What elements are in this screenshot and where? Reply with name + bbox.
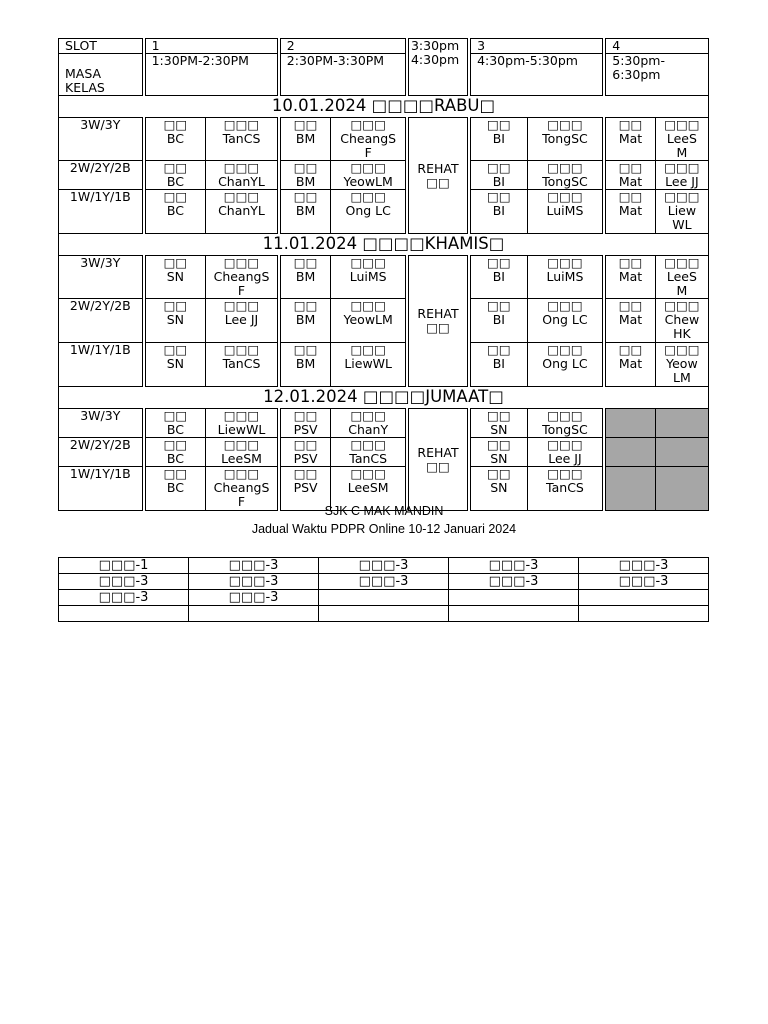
cell-text: Yeow xyxy=(666,356,698,371)
cell-text: Mat xyxy=(618,131,643,146)
subject-cell xyxy=(604,256,655,299)
subject-cell xyxy=(144,118,206,161)
teacher-cell xyxy=(331,190,407,234)
teacher-cell xyxy=(655,343,708,387)
cell-cjk-text: □□□ xyxy=(223,437,260,452)
cell-text: LiewWL xyxy=(217,422,266,437)
cell-text: ChanYL xyxy=(218,174,265,189)
teacher-cell xyxy=(527,190,604,234)
cell-text: TanCS xyxy=(349,451,388,466)
teacher-cell xyxy=(655,256,708,299)
cell-text: BC xyxy=(166,203,184,218)
teacher-cell xyxy=(655,161,708,190)
teacher-cell xyxy=(331,118,407,161)
timetable xyxy=(58,38,709,511)
cell-text: SN xyxy=(490,480,508,495)
day-date-heading: 11.01.2024 □□□□KHAMIS□ xyxy=(59,234,709,256)
cell-text: BI xyxy=(492,174,505,189)
teacher-cell xyxy=(206,118,279,161)
cell-cjk-text: □□ xyxy=(487,117,511,132)
cell-text: BM xyxy=(295,203,316,218)
cell-cjk-text: □□□ xyxy=(350,466,386,481)
slot-4-number: 4 xyxy=(604,39,708,54)
legend-cell: □□□-3 xyxy=(189,558,319,574)
cell-text: BC xyxy=(166,480,184,495)
cell-cjk-text: □□□ xyxy=(350,189,386,204)
cell-text: TanCS xyxy=(546,480,584,495)
cell-cjk-text: □□□ xyxy=(547,160,583,175)
cell-text: Lee JJ xyxy=(224,312,259,327)
cell-text: BM xyxy=(295,356,316,371)
cell-cjk-text: □□□ xyxy=(547,117,583,132)
legend-row xyxy=(59,590,709,606)
legend-cell xyxy=(319,606,449,622)
day-date-heading: 10.01.2024 □□□□RABU□ xyxy=(59,96,709,118)
cell-text: Lee JJ xyxy=(548,451,582,466)
legend-cell: □□□-3 xyxy=(579,574,709,590)
teacher-cell xyxy=(655,190,708,234)
class-name: 1W/1Y/1B xyxy=(59,343,144,387)
cell-cjk-text: □□ xyxy=(293,117,318,132)
cell-text: Ong LC xyxy=(542,356,588,371)
legend-cell: □□□-3 xyxy=(449,574,579,590)
legend-cell: □□□-3 xyxy=(319,574,449,590)
class-name: 3W/3Y xyxy=(59,118,144,161)
cell-cjk-text: □□ xyxy=(487,255,511,270)
teacher-cell xyxy=(206,190,279,234)
slot-4-time-start: 5:30pm- xyxy=(612,53,665,68)
empty-shaded-cell xyxy=(604,438,655,467)
slot-2-time: 2:30PM-3:30PM xyxy=(279,54,407,96)
cell-text: Mat xyxy=(618,269,643,284)
cell-text: PSV xyxy=(293,480,318,495)
cell-text: HK xyxy=(673,326,691,341)
cell-text: LuiMS xyxy=(349,269,387,284)
legend-cell: □□□-3 xyxy=(189,590,319,606)
subject-cell xyxy=(144,438,206,467)
legend-cell xyxy=(449,606,579,622)
cell-cjk-text: □□ xyxy=(618,255,643,270)
teacher-cell xyxy=(331,438,407,467)
legend-cell xyxy=(579,606,709,622)
subject-cell xyxy=(279,190,331,234)
subject-cell xyxy=(279,299,331,343)
cell-cjk-text: □□ xyxy=(293,189,318,204)
cell-cjk-text: □□□ xyxy=(547,298,583,313)
legend-cell: □□□-1 xyxy=(59,558,189,574)
cell-cjk-text: □□□ xyxy=(664,117,700,132)
legend-cell: □□□-3 xyxy=(59,574,189,590)
rehat-label: REHAT xyxy=(417,306,459,321)
subject-cell xyxy=(144,190,206,234)
cell-cjk-text: □□□ xyxy=(350,342,386,357)
cell-text: LM xyxy=(673,370,691,385)
slot-4-time xyxy=(604,54,708,96)
rehat-cjk-label: □□ xyxy=(426,174,450,190)
cell-cjk-text: □□□ xyxy=(223,189,260,204)
cell-text: BC xyxy=(166,131,184,146)
teacher-cell xyxy=(655,118,708,161)
cell-cjk-text: □□ xyxy=(618,342,643,357)
masa-label: MASA xyxy=(65,66,102,81)
cell-text: TongSC xyxy=(542,174,588,189)
cell-text: BM xyxy=(295,174,316,189)
cell-cjk-text: □□ xyxy=(618,117,643,132)
rehat-break-cell xyxy=(407,256,469,387)
cell-text: LeeS xyxy=(666,269,697,284)
class-name: 2W/2Y/2B xyxy=(59,161,144,190)
class-name: 1W/1Y/1B xyxy=(59,190,144,234)
legend-cell: □□□-3 xyxy=(189,574,319,590)
subject-cell xyxy=(469,161,527,190)
cell-cjk-text: □□ xyxy=(293,342,318,357)
class-row xyxy=(59,438,709,467)
teacher-cell xyxy=(331,409,407,438)
class-row xyxy=(59,409,709,438)
cell-text: LuiMS xyxy=(546,203,584,218)
cell-cjk-text: □□ xyxy=(293,255,318,270)
break-time xyxy=(407,39,469,96)
legend-cell xyxy=(449,590,579,606)
legend-cell: □□□-3 xyxy=(579,558,709,574)
cell-text: TongSC xyxy=(542,131,588,146)
class-name: 2W/2Y/2B xyxy=(59,299,144,343)
cell-cjk-text: □□ xyxy=(293,408,318,423)
cell-cjk-text: □□□ xyxy=(350,298,386,313)
class-row xyxy=(59,299,709,343)
cell-text: BI xyxy=(492,312,505,327)
subject-cell xyxy=(604,343,655,387)
cell-cjk-text: □□ xyxy=(163,189,188,204)
cell-cjk-text: □□□ xyxy=(547,437,583,452)
legend-cell: □□□-3 xyxy=(449,558,579,574)
teacher-cell xyxy=(527,343,604,387)
cell-cjk-text: □□ xyxy=(293,437,318,452)
subject-cell xyxy=(469,343,527,387)
rehat-label: REHAT xyxy=(417,160,459,176)
subject-cell xyxy=(469,256,527,299)
cell-text: ChanY xyxy=(348,422,389,437)
cell-text: BC xyxy=(166,422,184,437)
cell-text: CheangS xyxy=(340,131,397,146)
cell-text: PSV xyxy=(293,451,318,466)
break-time-start: 3:30pm xyxy=(410,38,460,53)
class-row xyxy=(59,118,709,161)
cell-cjk-text: □□ xyxy=(163,437,188,452)
cell-cjk-text: □□□ xyxy=(547,408,583,423)
teacher-cell xyxy=(331,161,407,190)
subject-cell xyxy=(279,256,331,299)
cell-cjk-text: □□ xyxy=(487,408,511,423)
cell-text: BI xyxy=(492,203,505,218)
cell-cjk-text: □□ xyxy=(163,298,188,313)
cell-text: M xyxy=(676,283,688,298)
cell-cjk-text: □□□ xyxy=(223,255,260,270)
cell-text: Ong LC xyxy=(345,203,391,218)
cell-text: BC xyxy=(166,174,184,189)
subject-cell xyxy=(469,190,527,234)
cell-text: Mat xyxy=(618,312,643,327)
legend-row xyxy=(59,574,709,590)
cell-text: SN xyxy=(490,422,508,437)
teacher-cell xyxy=(206,343,279,387)
cell-cjk-text: □□□ xyxy=(350,437,386,452)
teacher-cell xyxy=(527,409,604,438)
teacher-cell xyxy=(206,161,279,190)
legend-cell: □□□-3 xyxy=(59,590,189,606)
cell-cjk-text: □□□ xyxy=(664,189,700,204)
break-time-end: 4:30pm xyxy=(410,52,460,67)
cell-text: TanCS xyxy=(222,131,261,146)
rehat-label: REHAT xyxy=(417,444,459,460)
cell-text: F xyxy=(237,494,246,509)
subject-cell xyxy=(469,409,527,438)
cell-cjk-text: □□□ xyxy=(664,255,700,270)
legend-cell xyxy=(319,590,449,606)
subject-cell xyxy=(144,161,206,190)
document-title: Jadual Waktu PDPR Online 10-12 Januari 2024 xyxy=(251,522,517,536)
cell-text: ChanYL xyxy=(218,203,265,218)
subject-cell xyxy=(144,343,206,387)
cell-text: Mat xyxy=(618,174,643,189)
cell-cjk-text: □□□ xyxy=(223,160,260,175)
legend-row xyxy=(59,606,709,622)
empty-shaded-cell xyxy=(655,409,708,438)
subject-cell xyxy=(279,118,331,161)
cell-text: SN xyxy=(490,451,508,466)
teacher-cell xyxy=(331,343,407,387)
class-name: 2W/2Y/2B xyxy=(59,438,144,467)
subject-cell xyxy=(279,409,331,438)
subject-cell xyxy=(469,299,527,343)
legend-table xyxy=(58,557,709,622)
subject-cell xyxy=(279,161,331,190)
rehat-cjk-label: □□ xyxy=(426,458,450,474)
slot-3-number: 3 xyxy=(469,39,604,54)
cell-cjk-text: □□□ xyxy=(223,466,260,481)
subject-cell xyxy=(144,299,206,343)
class-row xyxy=(59,190,709,234)
cell-text: LeeSM xyxy=(221,451,262,466)
cell-cjk-text: □□ xyxy=(163,466,188,481)
cell-text: BI xyxy=(492,131,505,146)
cell-text: Mat xyxy=(618,356,643,371)
legend-cell xyxy=(59,606,189,622)
cell-cjk-text: □□ xyxy=(163,255,188,270)
teacher-cell xyxy=(331,256,407,299)
cell-cjk-text: □□ xyxy=(163,408,188,423)
class-row xyxy=(59,161,709,190)
cell-text: Liew xyxy=(667,203,697,218)
slot-1-time: 1:30PM-2:30PM xyxy=(144,54,279,96)
cell-text: F xyxy=(237,283,246,298)
subject-cell xyxy=(144,256,206,299)
subject-cell xyxy=(144,409,206,438)
cell-cjk-text: □□□ xyxy=(350,117,386,132)
school-name: SJK C MAK MANDIN xyxy=(324,504,444,518)
teacher-cell xyxy=(206,438,279,467)
cell-text: CheangS xyxy=(213,269,270,284)
cell-cjk-text: □□ xyxy=(618,298,643,313)
cell-text: LeeS xyxy=(666,131,697,146)
subject-cell xyxy=(604,118,655,161)
subject-cell xyxy=(279,438,331,467)
teacher-cell xyxy=(655,299,708,343)
cell-cjk-text: □□□ xyxy=(350,408,386,423)
cell-text: M xyxy=(676,145,688,160)
cell-text: SN xyxy=(166,312,185,327)
cell-text: WL xyxy=(672,217,692,232)
cell-cjk-text: □□ xyxy=(163,160,188,175)
class-row xyxy=(59,256,709,299)
class-row xyxy=(59,343,709,387)
cell-text: SN xyxy=(166,356,185,371)
legend-cell xyxy=(579,590,709,606)
cell-cjk-text: □□ xyxy=(618,189,643,204)
cell-text: Lee JJ xyxy=(665,174,699,189)
cell-text: Chew xyxy=(664,312,700,327)
teacher-cell xyxy=(527,161,604,190)
cell-cjk-text: □□□ xyxy=(547,255,583,270)
cell-cjk-text: □□ xyxy=(293,298,318,313)
cell-text: Ong LC xyxy=(542,312,588,327)
class-name: 3W/3Y xyxy=(59,409,144,438)
cell-cjk-text: □□□ xyxy=(223,298,260,313)
teacher-cell xyxy=(206,299,279,343)
teacher-cell xyxy=(206,409,279,438)
subject-cell xyxy=(604,161,655,190)
cell-text: F xyxy=(364,145,372,160)
cell-cjk-text: □□ xyxy=(487,437,511,452)
masa-kelas-label xyxy=(59,54,144,96)
cell-cjk-text: □□□ xyxy=(547,466,583,481)
subject-cell xyxy=(604,299,655,343)
cell-text: BI xyxy=(492,356,505,371)
cell-text: PSV xyxy=(293,422,318,437)
rehat-cjk-label: □□ xyxy=(426,320,450,335)
slot-label: SLOT xyxy=(59,39,144,54)
cell-text: BM xyxy=(295,131,316,146)
day-date-heading: 12.01.2024 □□□□JUMAAT□ xyxy=(59,387,709,409)
cell-text: LiewWL xyxy=(344,356,393,371)
class-name: 1W/1Y/1B xyxy=(59,467,144,511)
cell-cjk-text: □□□ xyxy=(223,342,260,357)
cell-cjk-text: □□ xyxy=(487,466,511,481)
cell-text: TanCS xyxy=(222,356,261,371)
cell-cjk-text: □□□ xyxy=(350,255,386,270)
cell-text: LuiMS xyxy=(546,269,584,284)
cell-cjk-text: □□□ xyxy=(547,189,583,204)
slot-2-number: 2 xyxy=(279,39,407,54)
cell-text: TongSC xyxy=(542,422,588,437)
empty-shaded-cell xyxy=(604,409,655,438)
teacher-cell xyxy=(206,256,279,299)
cell-text: SN xyxy=(166,269,185,284)
legend-row xyxy=(59,558,709,574)
teacher-cell xyxy=(527,299,604,343)
cell-cjk-text: □□ xyxy=(487,342,511,357)
cell-text: BI xyxy=(492,269,505,284)
legend-cell: □□□-3 xyxy=(319,558,449,574)
teacher-cell xyxy=(331,299,407,343)
cell-text: CheangS xyxy=(213,480,270,495)
cell-cjk-text: □□ xyxy=(163,342,188,357)
subject-cell xyxy=(604,190,655,234)
subject-cell xyxy=(469,438,527,467)
cell-cjk-text: □□ xyxy=(487,189,511,204)
subject-cell xyxy=(469,118,527,161)
cell-text: YeowLM xyxy=(343,312,393,327)
teacher-cell xyxy=(527,438,604,467)
teacher-cell xyxy=(527,118,604,161)
cell-text: BM xyxy=(295,269,316,284)
cell-text: LeeSM xyxy=(347,480,389,495)
slot-3-time: 4:30pm-5:30pm xyxy=(469,54,604,96)
cell-text: YeowLM xyxy=(343,174,393,189)
subject-cell xyxy=(279,343,331,387)
cell-cjk-text: □□ xyxy=(293,160,318,175)
cell-text: BC xyxy=(166,451,184,466)
legend-cell xyxy=(189,606,319,622)
class-name: 3W/3Y xyxy=(59,256,144,299)
slot-1-number: 1 xyxy=(144,39,279,54)
cell-cjk-text: □□□ xyxy=(664,298,700,313)
cell-cjk-text: □□□ xyxy=(547,342,583,357)
cell-cjk-text: □□□ xyxy=(664,342,700,357)
cell-cjk-text: □□ xyxy=(618,160,643,175)
cell-text: Mat xyxy=(618,203,643,218)
kelas-label: KELAS xyxy=(65,80,105,95)
cell-cjk-text: □□□ xyxy=(223,408,260,423)
cell-cjk-text: □□ xyxy=(163,117,188,132)
teacher-cell xyxy=(527,256,604,299)
rehat-break-cell xyxy=(407,409,469,511)
empty-shaded-cell xyxy=(655,438,708,467)
cell-cjk-text: □□□ xyxy=(350,160,386,175)
cell-cjk-text: □□□ xyxy=(223,117,260,132)
rehat-break-cell xyxy=(407,118,469,234)
cell-cjk-text: □□ xyxy=(487,298,511,313)
slot-4-time-end: 6:30pm xyxy=(612,67,661,82)
cell-cjk-text: □□ xyxy=(487,160,511,175)
cell-text: BM xyxy=(295,312,316,327)
cell-cjk-text: □□ xyxy=(293,466,318,481)
cell-cjk-text: □□□ xyxy=(664,160,700,175)
